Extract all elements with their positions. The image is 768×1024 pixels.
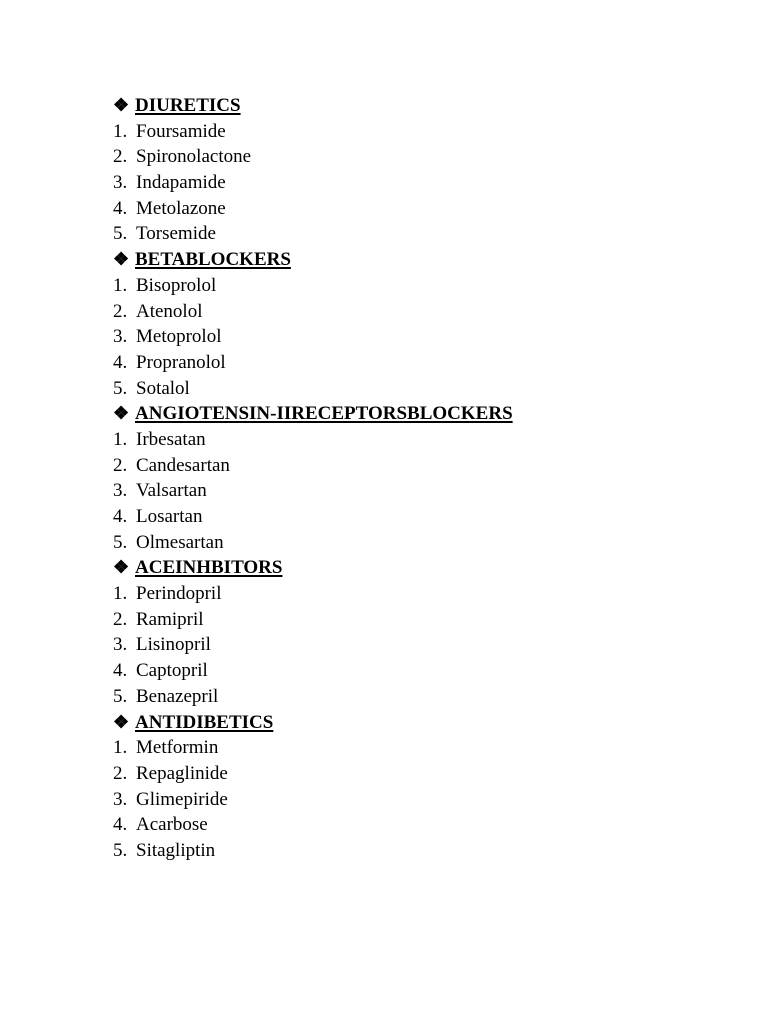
drug-name: Propranolol bbox=[136, 351, 226, 373]
section-angiotensin-receptor-blockers bbox=[113, 401, 713, 555]
section-heading bbox=[113, 247, 713, 273]
section-title: DIURETICS bbox=[135, 95, 241, 116]
list-item bbox=[113, 658, 713, 684]
item-number: 3. bbox=[113, 788, 128, 810]
list-item bbox=[113, 812, 713, 838]
drug-name: Perindopril bbox=[136, 583, 222, 605]
list-item bbox=[113, 299, 713, 325]
drug-name: Sotalol bbox=[136, 377, 190, 399]
item-number: 3. bbox=[113, 480, 128, 502]
section-title: ACEINHBITORS bbox=[135, 557, 283, 579]
list-item bbox=[113, 838, 713, 864]
drug-name: Sitagliptin bbox=[136, 839, 216, 861]
drug-name: Benazepril bbox=[136, 685, 219, 707]
drug-name: Torsemide bbox=[136, 223, 216, 245]
list-item bbox=[113, 453, 713, 479]
list-item bbox=[113, 170, 713, 196]
drug-name: Ramipril bbox=[136, 608, 204, 630]
drug-name: Metformin bbox=[136, 737, 219, 759]
item-number: 5. bbox=[113, 531, 128, 553]
list-item bbox=[113, 196, 713, 222]
item-number: 1. bbox=[113, 274, 128, 296]
diamond-bullet-icon: ❖ bbox=[113, 249, 130, 270]
section-diuretics bbox=[113, 93, 713, 247]
list-item bbox=[113, 376, 713, 402]
diamond-bullet-icon: ❖ bbox=[113, 711, 130, 732]
item-number: 5. bbox=[113, 223, 128, 245]
list-item bbox=[113, 581, 713, 607]
section-heading bbox=[113, 401, 713, 427]
drug-name: Lisinopril bbox=[136, 634, 211, 656]
item-number: 2. bbox=[113, 300, 128, 322]
diamond-bullet-icon: ❖ bbox=[113, 95, 130, 115]
item-number: 2. bbox=[113, 608, 128, 630]
item-number: 1. bbox=[113, 737, 128, 759]
section-title: ANTIDIBETICS bbox=[135, 711, 274, 733]
list-item bbox=[113, 787, 713, 813]
drug-name: Irbesatan bbox=[136, 428, 206, 450]
list-item bbox=[113, 478, 713, 504]
section-antidiabetics bbox=[113, 710, 713, 864]
item-number: 4. bbox=[113, 506, 128, 527]
list-item bbox=[113, 684, 713, 710]
item-number: 2. bbox=[113, 146, 128, 168]
item-number: 3. bbox=[113, 172, 128, 194]
list-item bbox=[113, 761, 713, 787]
item-number: 5. bbox=[113, 377, 128, 399]
list-item bbox=[113, 504, 713, 530]
item-number: 4. bbox=[113, 351, 128, 373]
drug-name: Captopril bbox=[136, 660, 208, 682]
drug-name: Acarbose bbox=[136, 814, 208, 836]
list-item bbox=[113, 144, 713, 170]
drug-name: Glimepiride bbox=[136, 788, 228, 810]
drug-name: Olmesartan bbox=[136, 531, 224, 553]
document-body bbox=[113, 93, 713, 864]
diamond-bullet-icon: ❖ bbox=[113, 403, 130, 424]
item-number: 4. bbox=[113, 814, 128, 836]
drug-name: Losartan bbox=[136, 506, 203, 527]
diamond-bullet-icon: ❖ bbox=[113, 557, 130, 578]
item-number: 2. bbox=[113, 454, 128, 476]
drug-name: Metolazone bbox=[136, 197, 226, 219]
section-title: BETABLOCKERS bbox=[135, 249, 291, 271]
list-item bbox=[113, 273, 713, 299]
item-number: 1. bbox=[113, 583, 128, 605]
item-number: 4. bbox=[113, 660, 128, 682]
section-title: ANGIOTENSIN-IIRECEPTORSBLOCKERS bbox=[135, 403, 513, 425]
list-item bbox=[113, 350, 713, 376]
section-betablockers bbox=[113, 247, 713, 401]
list-item bbox=[113, 324, 713, 350]
drug-name: Metoprolol bbox=[136, 326, 222, 348]
item-number: 5. bbox=[113, 839, 128, 861]
drug-name: Repaglinide bbox=[136, 762, 228, 784]
item-number: 2. bbox=[113, 762, 128, 784]
item-number: 1. bbox=[113, 120, 128, 142]
list-item bbox=[113, 119, 713, 145]
section-heading bbox=[113, 555, 713, 581]
list-item bbox=[113, 530, 713, 556]
item-number: 4. bbox=[113, 197, 128, 219]
item-number: 1. bbox=[113, 428, 128, 450]
drug-name: Indapamide bbox=[136, 172, 226, 194]
drug-name: Atenolol bbox=[136, 300, 203, 322]
section-heading bbox=[113, 710, 713, 736]
section-heading bbox=[113, 93, 713, 119]
list-item bbox=[113, 221, 713, 247]
list-item bbox=[113, 632, 713, 658]
list-item bbox=[113, 427, 713, 453]
item-number: 5. bbox=[113, 685, 128, 707]
drug-name: Foursamide bbox=[136, 120, 226, 142]
drug-name: Spironolactone bbox=[136, 146, 252, 168]
list-item bbox=[113, 607, 713, 633]
section-ace-inhibitors bbox=[113, 555, 713, 709]
drug-name: Candesartan bbox=[136, 454, 230, 476]
item-number: 3. bbox=[113, 326, 128, 348]
list-item bbox=[113, 735, 713, 761]
item-number: 3. bbox=[113, 634, 128, 656]
drug-name: Bisoprolol bbox=[136, 274, 217, 296]
drug-name: Valsartan bbox=[136, 480, 207, 502]
